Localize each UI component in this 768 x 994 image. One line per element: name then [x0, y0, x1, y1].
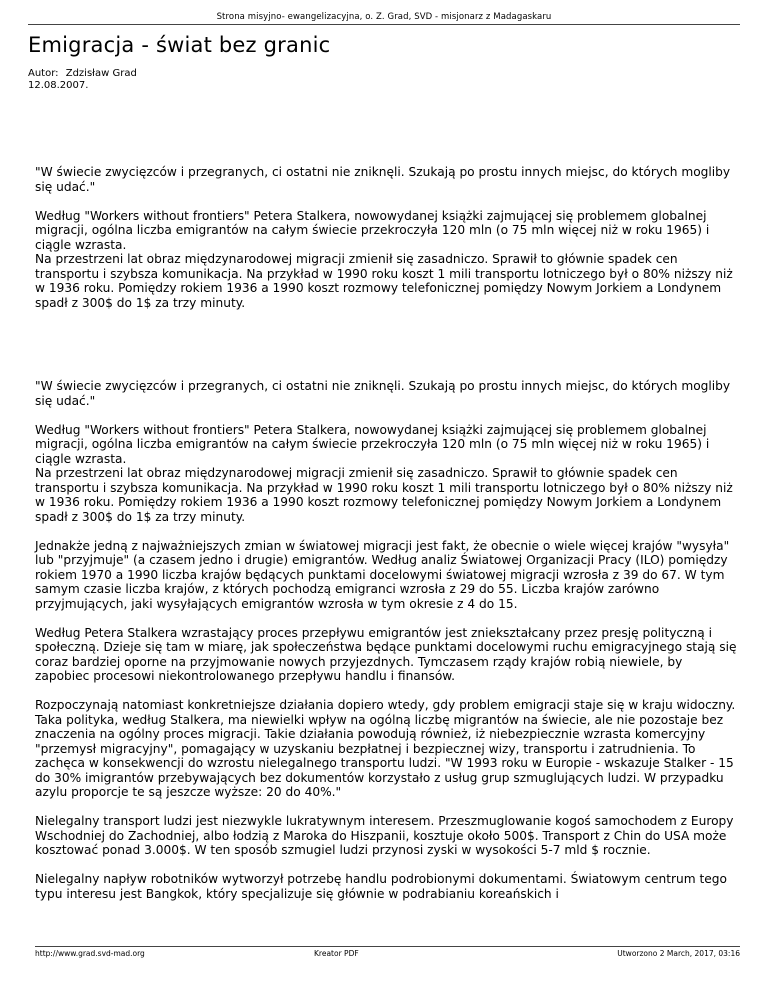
author-name: Zdzisław Grad — [65, 68, 137, 79]
body-paragraph: Nielegalny transport ludzi jest niezwykle lukratywnym interesem. Przeszmuglowanie kogoś samochodem z Europy Wschodniej do Zachodniej, albo łodzią z Maroka do Hiszpanii, kosztuje około 500$. Transport z Chin do USA może kosztować ponad 3.000$. W ten sposób szmugiel ludzi przynosi zyski w wysokości 5-7 mld $ rocznie. — [35, 814, 734, 857]
running-header: Strona misyjno- ewangelizacyjna, o. Z. Grad, SVD - misjonarz z Madagaskaru — [216, 12, 552, 22]
footer-created-date: Utworzono 2 March, 2017, 03:16 — [617, 949, 740, 958]
footer-generator: Kreator PDF — [314, 949, 359, 958]
body-paragraph: Nielegalny napływ robotników wytworzył potrzebę handlu podrobionymi dokumentami. Światowym centrum tego typu interesu jest Bangkok, który specjalizuje się głównie w podrabianiu koreańskich i — [35, 872, 727, 901]
body-paragraph: Według Petera Stalkera wzrastający proces przepływu emigrantów jest zniekształcany przez presję polityczną i społeczną. Dzieje się tam w miarę, jak społeczeństwa będące punktami docelowymi ruchu emigracyjnego stają się coraz bardziej oporne na przyjmowanie nowych przyjezdnych. Tymczasem rządy krajów robią niewiele, by zapobiec procesowi niekontrolowanego przepływu handlu i finansów. — [35, 625, 737, 683]
footer-url: http://www.grad.svd-mad.org — [35, 949, 145, 958]
body-paragraph: Jednakże jedną z najważniejszych zmian w światowej migracji jest fakt, że obecnie o wiele więcej krajów "wysyła" lub "przyjmuje" (a czasem jedno i drugie) emigrantów. Według analiz Światowej Organizacji Pracy (ILO) pomiędzy rokiem 1970 a 1990 liczba krajów będących punktami docelowymi światowej migracji wzrosła z 39 do 67. W tym samym czasie liczba krajów, z których pochodzą emigranci wzrosła z 29 do 55. Liczba krajów zarówno przyjmujących, jaki wysyłających emigrantów wzrosła w tym okresie z 4 do 15. — [35, 538, 730, 611]
body-quote: "W świecie zwycięzców i przegranych, ci ostatni nie zniknęli. Szukają po prostu innych miejsc, do których mogliby się udać." — [35, 379, 731, 408]
footer-divider — [35, 946, 740, 947]
author-label: Autor: — [28, 68, 59, 79]
author-line — [28, 68, 137, 80]
intro-quote: "W świecie zwycięzców i przegranych, ci ostatni nie zniknęli. Szukają po prostu innych miejsc, do których mogliby się udać." — [35, 165, 731, 194]
header-divider — [28, 24, 740, 25]
article-meta — [28, 68, 137, 92]
document-page — [28, 0, 740, 994]
article-date: 12.08.2007. — [28, 80, 89, 91]
body-paragraph: Rozpoczynają natomiast konkretniejsze działania dopiero wtedy, gdy problem emigracji staje się w kraju widoczny. Taka polityka, według Stalkera, ma niewielki wpływ na ogólną liczbę migrantów na świecie, ale nie pozostaje bez znaczenia na ogólny proces migracji. Takie działania powodują również, iż niebezpiecznie wzrasta komercyjny "przemysł migracyjny", pomagający w uzyskaniu bezpłatnej i bezpiecznej wizy, transportu i zatrudnienia. To zachęca w konsekwencji do wzrostu nielegalnego transportu ludzi. "W 1993 roku w Europie - wskazuje Stalker - 15 do 30% imigrantów przebywających bez dokumentów korzystało z usług grup szmuglujących ludzi. W przypadku azylu proporcje te są jeszcze wyższe: 20 do 40%." — [35, 698, 736, 799]
article-body — [35, 379, 740, 916]
body-paragraph: Według "Workers without frontiers" Petera Stalkera, nowowydanej książki zajmującej się problemem globalnej migracji, ogólna liczba emigrantów na całym świecie przekroczyła 120 mln (o 75 mln więcej niż w roku 1965) i ciągle wzrasta. Na przestrzeni lat obraz międzynarodowej migracji zmienił się zasadniczo. Sprawił to głównie spadek cen transportu i szybsza komunikacja. Na przykład w 1990 roku koszt 1 mili transportu lotniczego był o 80% niższy niż w 1936 roku. Pomiędzy rokiem 1936 a 1990 koszt rozmowy telefonicznej pomiędzy Nowym Jorkiem a Londynem spadł z 300$ do 1$ za trzy minuty. — [35, 422, 733, 524]
intro-paragraph: Według "Workers without frontiers" Petera Stalkera, nowowydanej książki zajmującej się problemem globalnej migracji, ogólna liczba emigrantów na całym świecie przekroczyła 120 mln (o 75 mln więcej niż w roku 1965) i ciągle wzrasta. Na przestrzeni lat obraz międzynarodowej migracji zmienił się zasadniczo. Sprawił to głównie spadek cen transportu i szybsza komunikacja. Na przykład w 1990 roku koszt 1 mili transportu lotniczego był o 80% niższy niż w 1936 roku. Pomiędzy rokiem 1936 a 1990 koszt rozmowy telefonicznej pomiędzy Nowym Jorkiem a Londynem spadł z 300$ do 1$ za trzy minuty. — [35, 208, 733, 310]
article-title: Emigracja - świat bez granic — [28, 33, 331, 57]
intro-text — [35, 165, 740, 325]
